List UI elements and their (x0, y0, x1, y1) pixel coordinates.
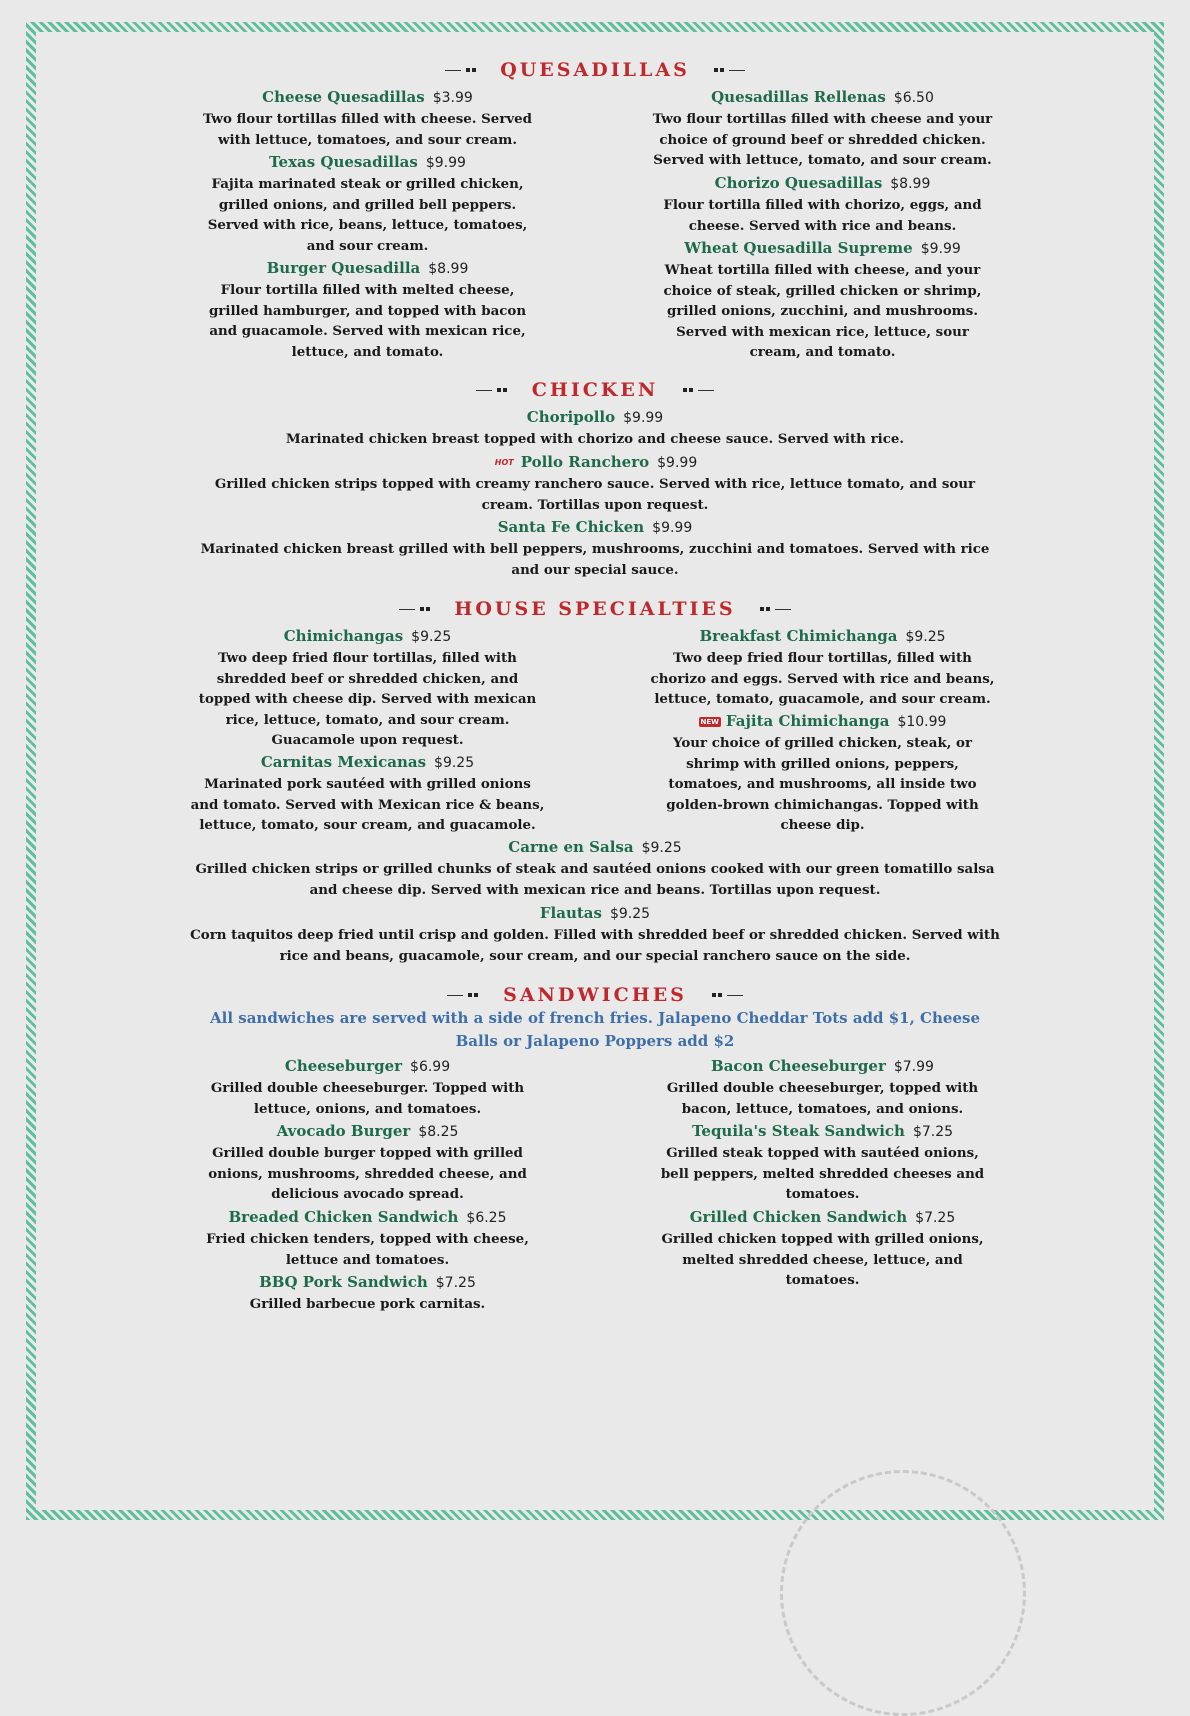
menu-item-bacon-cheeseburger (650, 1055, 995, 1119)
item-description: Your choice of grilled chicken, steak, or shrimp with grilled onions, peppers, tomatoes, and mushrooms, all inside two golden-brown chimichangas. Topped with cheese dip. (666, 735, 979, 833)
item-price: $9.99 (623, 410, 664, 426)
item-price: $9.25 (434, 755, 475, 771)
item-description: Marinated pork sautéed with grilled onions and tomato. Served with Mexican rice & beans, lettuce, tomato, sour cream, and guacamole. (190, 776, 545, 833)
section-heading-quesadillas (0, 58, 1190, 81)
item-price: $9.99 (920, 241, 961, 257)
menu-item-chimichangas (195, 625, 540, 751)
sandwich-side-note: All sandwiches are served with a side of french fries. Jalapeno Cheddar Tots add $1, Cheese Balls or Jalapeno Poppers add $2 (210, 1009, 980, 1050)
item-price: $10.99 (897, 714, 947, 730)
item-description: Grilled double cheeseburger, topped with bacon, lettuce, tomatoes, and onions. (666, 1080, 979, 1117)
item-description: Fajita marinated steak or grilled chicken, grilled onions, and grilled bell peppers. Served with rice, beans, lettuce, tomatoes, and sour cream. (207, 176, 528, 254)
item-name: Pollo Ranchero (520, 453, 650, 471)
item-description: Marinated chicken breast topped with chorizo and cheese sauce. Served with rice. (285, 431, 905, 447)
item-price: $8.99 (890, 176, 931, 192)
menu-item-quesadillas-rellenas (650, 86, 995, 171)
item-price: $8.25 (418, 1124, 459, 1140)
menu-item-cheeseburger (195, 1055, 540, 1119)
item-description: Wheat tortilla filled with cheese, and your choice of steak, grilled chicken or shrimp, grilled onions, zucchini, and mushrooms. Served with mexican rice, lettuce, sour cream, and tomato. (663, 262, 982, 360)
item-name: Texas Quesadillas (269, 153, 418, 171)
item-price: $6.50 (893, 90, 934, 106)
item-name: Santa Fe Chicken (497, 518, 645, 536)
item-price: $6.25 (466, 1210, 507, 1226)
item-price: $7.99 (893, 1059, 934, 1075)
menu-item-grilled-chicken-sandwich (645, 1206, 1000, 1291)
item-description: Grilled steak topped with sautéed onions, bell peppers, melted shredded cheeses and tomatoes. (660, 1145, 985, 1202)
item-description: Grilled barbecue pork carnitas. (249, 1296, 486, 1312)
section-heading-chicken (0, 378, 1190, 401)
menu-item-pollo-ranchero (195, 451, 995, 515)
item-name: Fajita Chimichanga (725, 712, 890, 730)
item-description: Fried chicken tenders, topped with cheese, lettuce and tomatoes. (206, 1231, 529, 1268)
item-description: Two deep fried flour tortillas, filled with shredded beef or shredded chicken, and topped with cheese dip. Served with mexican rice, lettuce, tomato, and sour cream. Guacamole upon request. (198, 650, 537, 748)
item-name: Breaded Chicken Sandwich (228, 1208, 459, 1226)
item-price: $9.25 (609, 906, 651, 922)
menu-item-tequilas-steak-sandwich (650, 1120, 995, 1205)
item-price: $9.99 (425, 155, 466, 171)
new-badge-icon: NEW (700, 718, 719, 726)
menu-item-breakfast-chimichanga (650, 625, 995, 710)
menu-item-avocado-burger (195, 1120, 540, 1205)
item-description: Marinated chicken breast grilled with bell peppers, mushrooms, zucchini and tomatoes. Served with rice and our special sauce. (200, 541, 990, 578)
menu-item-choripollo (195, 406, 995, 450)
item-description: Two flour tortillas filled with cheese and your choice of ground beef or shredded chicken. Served with lettuce, tomato, and sour cream. (652, 111, 993, 168)
menu-item-cheese-quesadillas (195, 86, 540, 150)
item-name: Quesadillas Rellenas (711, 88, 886, 106)
section-heading-house-specialties (0, 597, 1190, 620)
item-price: $9.25 (411, 629, 452, 645)
section-title: SANDWICHES (503, 984, 687, 1006)
item-price: $7.25 (435, 1275, 476, 1291)
section-heading-sandwiches (0, 983, 1190, 1006)
item-name: Cheeseburger (284, 1057, 403, 1075)
item-price: $9.99 (652, 520, 693, 536)
item-name: Breakfast Chimichanga (699, 627, 898, 645)
item-price: $6.99 (410, 1059, 451, 1075)
menu-item-bbq-pork-sandwich (195, 1271, 540, 1315)
section-title: QUESADILLAS (500, 59, 690, 81)
item-price: $7.25 (912, 1124, 954, 1140)
menu-item-burger-quesadilla (195, 257, 540, 362)
item-price: $3.99 (432, 90, 473, 106)
menu-item-chorizo-quesadillas (650, 172, 995, 236)
item-name: Flautas (539, 904, 602, 922)
item-name: Choripollo (526, 408, 616, 426)
item-price: $8.99 (428, 261, 469, 277)
menu-item-flautas (190, 902, 1000, 966)
section-title: HOUSE SPECIALTIES (454, 598, 736, 620)
item-name: Chorizo Quesadillas (714, 174, 883, 192)
item-description: Flour tortilla filled with melted cheese, grilled hamburger, and topped with bacon and guacamole. Served with mexican rice, lettuce, and tomato. (208, 282, 527, 360)
section-title: CHICKEN (531, 379, 659, 401)
item-name: BBQ Pork Sandwich (259, 1273, 428, 1291)
menu-item-breaded-chicken-sandwich (195, 1206, 540, 1270)
item-description: Grilled double burger topped with grilled onions, mushrooms, shredded cheese, and delicious avocado spread. (208, 1145, 527, 1202)
item-price: $7.25 (915, 1210, 956, 1226)
item-price: $9.25 (905, 629, 946, 645)
item-description: Corn taquitos deep fried until crisp and golden. Filled with shredded beef or shredded chicken. Served with rice and beans, guacamole, sour cream, and our special ranchero sauce on the side. (190, 927, 1000, 964)
decorative-emblem (780, 1470, 1026, 1716)
item-name: Tequila's Steak Sandwich (691, 1122, 905, 1140)
item-description: Grilled chicken strips topped with creamy ranchero sauce. Served with rice, lettuce tomato, and sour cream. Tortillas upon request. (214, 476, 976, 513)
menu-item-fajita-chimichanga (650, 710, 995, 836)
menu-item-carnitas-mexicanas (190, 751, 545, 836)
item-description: Flour tortilla filled with chorizo, eggs, and cheese. Served with rice and beans. (663, 197, 982, 234)
item-description: Grilled chicken topped with grilled onions, melted shredded cheese, lettuce, and tomatoes. (661, 1231, 984, 1288)
item-name: Wheat Quesadilla Supreme (684, 239, 913, 257)
menu-item-santa-fe-chicken (195, 516, 995, 580)
item-price: $9.99 (657, 455, 698, 471)
item-name: Avocado Burger (276, 1122, 411, 1140)
menu-item-texas-quesadillas (195, 151, 540, 256)
item-name: Carne en Salsa (508, 838, 634, 856)
menu-item-wheat-quesadilla-supreme (650, 237, 995, 363)
item-description: Two flour tortillas filled with cheese. Served with lettuce, tomatoes, and sour cream. (202, 111, 533, 148)
item-name: Carnitas Mexicanas (260, 753, 427, 771)
item-name: Chimichangas (283, 627, 404, 645)
item-name: Cheese Quesadillas (262, 88, 425, 106)
item-description: Grilled double cheeseburger. Topped with lettuce, onions, and tomatoes. (210, 1080, 525, 1117)
item-name: Burger Quesadilla (266, 259, 421, 277)
hot-badge-icon: HOT (494, 458, 514, 467)
item-description: Grilled chicken strips or grilled chunks of steak and sautéed onions cooked with our green tomatillo salsa and cheese dip. Served with mexican rice and beans. Tortillas upon request. (195, 861, 995, 898)
item-name: Bacon Cheeseburger (711, 1057, 886, 1075)
menu-item-carne-en-salsa (195, 836, 995, 900)
item-description: Two deep fried flour tortillas, filled with chorizo and eggs. Served with rice and beans, lettuce, tomato, guacamole, and sour cream. (650, 650, 995, 707)
item-name: Grilled Chicken Sandwich (689, 1208, 908, 1226)
item-price: $9.25 (641, 840, 682, 856)
